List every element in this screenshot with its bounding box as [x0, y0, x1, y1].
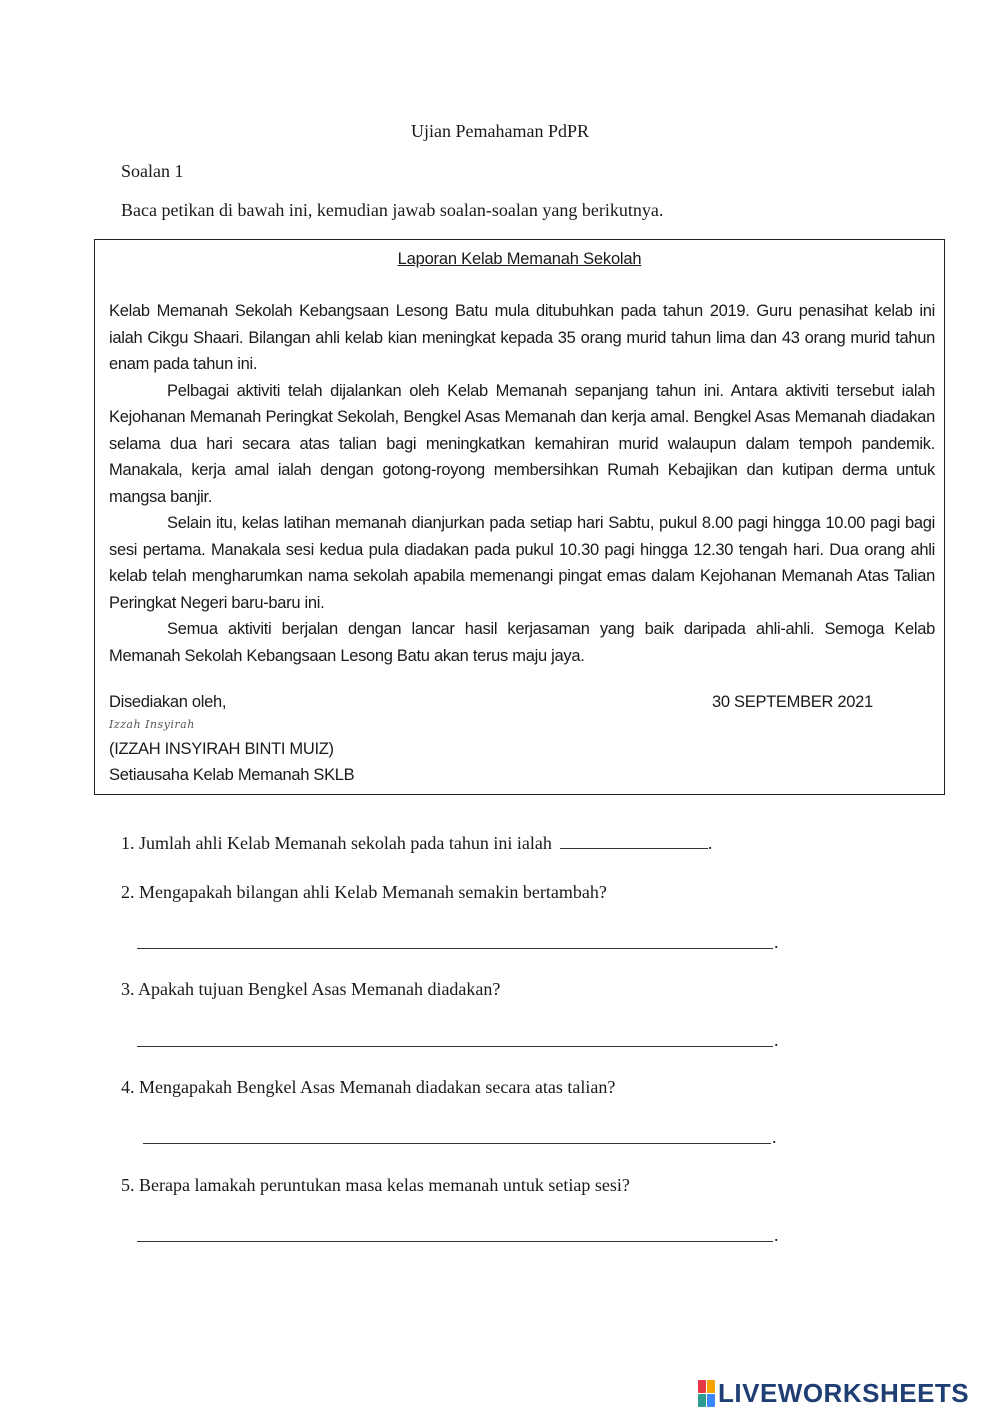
question-5: 5. Berapa lamakah peruntukan masa kelas memanah untuk setiap sesi? — [121, 1175, 630, 1195]
section-label: Soalan 1 — [121, 161, 184, 181]
report-paragraph-2: Pelbagai aktiviti telah dijalankan oleh Kelab Memanah sepanjang tahun ini. Antara aktiviti tersebut ialah Kejohanan Memanah Peringkat Sekolah, Bengkel Asas Memanah dan kerja amal. Bengkel Asas Memanah diadakan selama dua hari secara atas talian bagi meningkatkan kemahiran murid walaupun dalam tempoh pandemik. Manakala, kerja amal ialah dengan gotong-royong membersihkan Rumah Kebajikan dan kutipan derma untuk mangsa banjir. — [109, 381, 935, 506]
logo-block-2 — [707, 1380, 715, 1393]
report-date: 30 SEPTEMBER 2021 — [712, 693, 873, 711]
question-4: 4. Mengapakah Bengkel Asas Memanah diadakan secara atas talian? — [121, 1077, 616, 1097]
question-3: 3. Apakah tujuan Bengkel Asas Memanah diadakan? — [121, 979, 501, 999]
answer-line-4[interactable] — [143, 1143, 771, 1144]
answer-line-5[interactable] — [137, 1241, 773, 1242]
page-title: Ujian Pemahaman PdPR — [411, 121, 589, 141]
watermark-text: LIVEWORKSHEETS — [718, 1378, 970, 1408]
report-title: Laporan Kelab Memanah Sekolah — [397, 250, 642, 268]
liveworksheets-logo-icon — [698, 1380, 715, 1407]
logo-block-1 — [698, 1380, 706, 1393]
question-2: 2. Mengapakah bilangan ahli Kelab Memanah semakin bertambah? — [121, 882, 607, 902]
signer-name: (IZZAH INSYIRAH BINTI MUIZ) — [109, 740, 334, 758]
logo-block-3 — [698, 1394, 706, 1407]
prepared-by-label: Disediakan oleh, — [109, 693, 227, 711]
instruction-text: Baca petikan di bawah ini, kemudian jawab soalan-soalan yang berikutnya. — [121, 200, 664, 220]
report-paragraph-4: Semua aktiviti berjalan dengan lancar hasil kerjasaman yang baik daripada ahli-ahli. Semoga Kelab Memanah Sekolah Kebangsaan Lesong Batu akan terus maju jaya. — [109, 620, 935, 665]
logo-block-4 — [707, 1394, 715, 1407]
report-paragraph-1: Kelab Memanah Sekolah Kebangsaan Lesong Batu mula ditubuhkan pada tahun 2019. Guru penasihat kelab ini ialah Cikgu Shaari. Bilangan ahli kelab kian meningkat kepada 35 orang murid tahun lima dan 43 orang murid tahun enam pada tahun ini. — [109, 302, 935, 373]
answer-line-2-period: . — [774, 932, 779, 952]
signature: Izzah Insyirah — [109, 718, 195, 731]
report-body — [109, 298, 935, 669]
report-box — [94, 239, 945, 795]
question-1-period: . — [707, 833, 713, 853]
liveworksheets-watermark — [698, 1378, 969, 1409]
question-1-text: 1. Jumlah ahli Kelab Memanah sekolah pada tahun ini ialah — [121, 833, 552, 853]
answer-blank-1[interactable] — [560, 834, 708, 849]
report-paragraph-3: Selain itu, kelas latihan memanah dianjurkan pada setiap hari Sabtu, pukul 8.00 pagi hingga 10.00 pagi bagi sesi pertama. Manakala sesi kedua pula diadakan pada pukul 10.30 pagi hingga 12.30 tengah hari. Dua orang ahli kelab telah mengharumkan nama sekolah apabila memenangi pingat emas dalam Kejohanan Memanah Atas Talian Peringkat Negeri baru-baru ini. — [109, 514, 935, 612]
signer-title: Setiausaha Kelab Memanah SKLB — [109, 766, 355, 784]
answer-line-3-period: . — [774, 1030, 779, 1050]
answer-line-3[interactable] — [137, 1046, 773, 1047]
answer-line-4-period: . — [772, 1127, 777, 1147]
answer-line-5-period: . — [774, 1225, 779, 1245]
answer-line-2[interactable] — [137, 948, 773, 949]
question-1 — [121, 833, 712, 854]
